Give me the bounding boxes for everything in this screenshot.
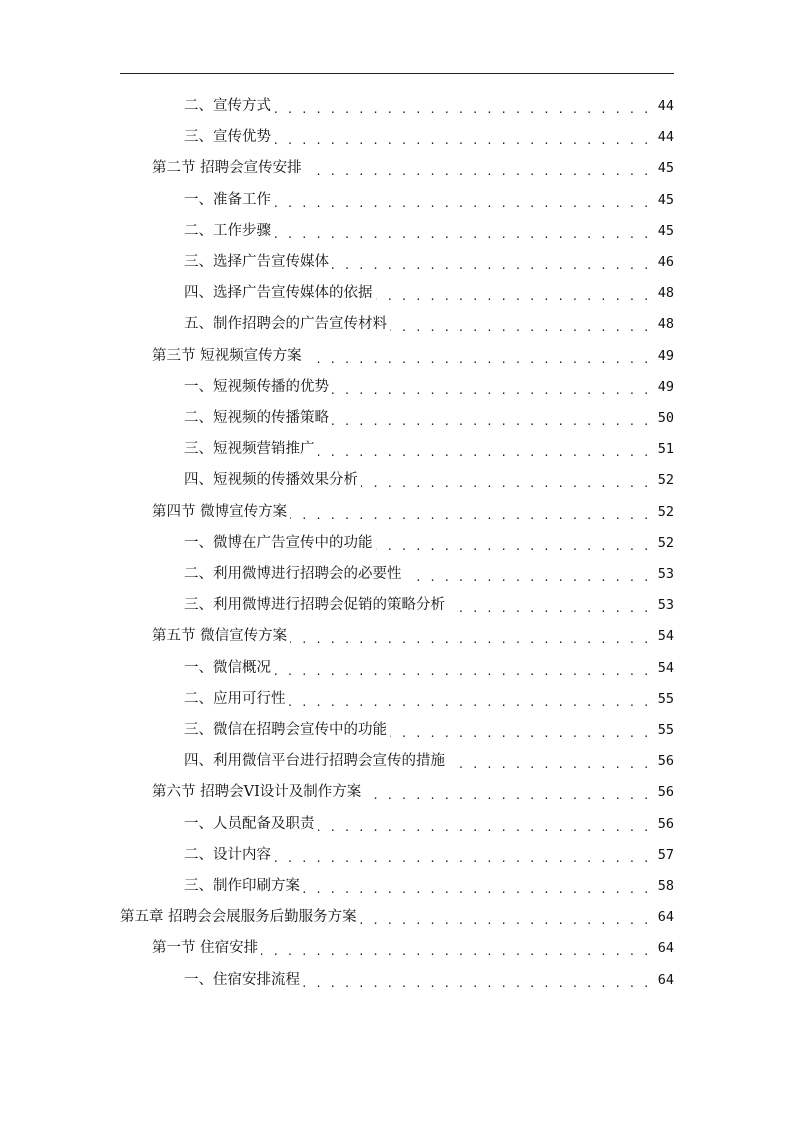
toc-dot-leader (274, 663, 650, 679)
toc-entry-title: 二、短视频的传播策略 (184, 410, 329, 426)
toc-entry[interactable] (184, 313, 674, 335)
toc-dot-leader (274, 195, 650, 211)
toc-entry-title: 第六节 招聘会VI设计及制作方案 (152, 784, 362, 801)
toc-dot-leader (332, 413, 650, 429)
toc-entry[interactable] (184, 376, 674, 398)
toc-dot-leader (364, 787, 650, 803)
toc-entry-page-number: 52 (657, 472, 674, 489)
toc-entry[interactable] (184, 844, 674, 866)
toc-entry-page-number: 54 (657, 659, 674, 676)
toc-dot-leader (376, 288, 651, 304)
toc-entry[interactable] (184, 251, 674, 273)
toc-entry-page-number: 50 (657, 410, 674, 426)
toc-entry[interactable] (184, 719, 674, 741)
toc-entry-title: 三、利用微博进行招聘会促销的策略分析 (184, 597, 445, 614)
toc-dot-leader (290, 631, 650, 647)
toc-entry-title: 四、短视频的传播效果分析 (184, 472, 358, 489)
toc-entry[interactable] (184, 969, 674, 991)
toc-entry[interactable] (184, 532, 674, 554)
toc-entry[interactable] (152, 157, 674, 179)
toc-entry[interactable] (152, 345, 674, 367)
toc-dot-leader (390, 725, 650, 741)
toc-entry[interactable] (152, 781, 674, 803)
toc-entry-title: 二、设计内容 (184, 846, 271, 863)
toc-entry-page-number: 58 (657, 878, 674, 894)
toc-entry-page-number: 64 (657, 971, 674, 988)
toc-entry-page-number: 45 (657, 222, 674, 239)
toc-entry-title: 二、宣传方式 (184, 98, 271, 114)
toc-dot-leader (390, 319, 650, 335)
toc-dot-leader (274, 101, 650, 117)
toc-entry-title: 第五节 微信宣传方案 (152, 628, 288, 645)
toc-entry[interactable] (184, 875, 674, 897)
toc-entry[interactable] (120, 906, 674, 928)
toc-dot-leader (448, 600, 650, 616)
toc-entry[interactable] (184, 282, 674, 304)
toc-dot-leader (376, 538, 651, 554)
toc-entry-title: 三、选择广告宣传媒体 (184, 254, 329, 270)
toc-dot-leader (290, 507, 650, 523)
toc-entry-title: 一、微信概况 (184, 659, 271, 676)
toc-entry[interactable] (184, 813, 674, 835)
toc-entry-title: 第五章 招聘会会展服务后勤服务方案 (120, 909, 357, 926)
toc-dot-leader (332, 257, 650, 273)
toc-entry-title: 第一节 住宿安排 (152, 940, 259, 957)
toc-entry[interactable] (152, 937, 674, 959)
toc-dot-leader (274, 132, 650, 148)
toc-entry[interactable] (184, 594, 674, 616)
toc-entry-page-number: 49 (657, 347, 674, 364)
toc-dot-leader (261, 943, 650, 959)
toc-dot-leader (305, 351, 650, 367)
toc-entry-page-number: 54 (657, 628, 674, 645)
toc-entry-page-number: 64 (657, 940, 674, 957)
toc-dot-leader (303, 881, 650, 897)
toc-entry-title: 第四节 微博宣传方案 (152, 503, 288, 520)
toc-entry-title: 二、应用可行性 (184, 690, 286, 707)
toc-dot-leader (318, 819, 651, 835)
toc-entry-page-number: 46 (657, 254, 674, 270)
toc-entry-page-number: 49 (657, 378, 674, 395)
toc-entry[interactable] (184, 438, 674, 460)
toc-entry[interactable] (184, 220, 674, 242)
toc-dot-leader (360, 912, 650, 928)
toc-entry-page-number: 64 (657, 909, 674, 926)
toc-entry[interactable] (152, 625, 674, 647)
toc-entry-page-number: 55 (657, 690, 674, 707)
toc-entry[interactable] (184, 189, 674, 211)
toc-entry[interactable] (184, 688, 674, 710)
toc-entry-page-number: 44 (657, 98, 674, 114)
toc-dot-leader (318, 444, 651, 460)
toc-entry-title: 一、短视频传播的优势 (184, 378, 329, 395)
toc-entry-title: 一、微博在广告宣传中的功能 (184, 534, 373, 551)
toc-entry-title: 二、利用微博进行招聘会的必要性 (184, 566, 402, 582)
toc-entry-page-number: 45 (657, 191, 674, 208)
toc-entry-title: 一、准备工作 (184, 191, 271, 208)
toc-entry-title: 二、工作步骤 (184, 222, 271, 239)
toc-entry-page-number: 56 (657, 815, 674, 832)
toc-entry[interactable] (184, 657, 674, 679)
toc-entry-page-number: 53 (657, 566, 674, 582)
toc-entry-page-number: 51 (657, 441, 674, 458)
toc-entry[interactable] (184, 750, 674, 772)
toc-dot-leader (448, 756, 650, 772)
toc-entry-title: 四、利用微信平台进行招聘会宣传的措施 (184, 753, 445, 770)
toc-entry-title: 五、制作招聘会的广告宣传材料 (184, 316, 387, 333)
toc-entry[interactable] (184, 126, 674, 148)
toc-entry[interactable] (184, 407, 674, 429)
toc-entry[interactable] (152, 501, 674, 523)
toc-entry-title: 第三节 短视频宣传方案 (152, 347, 302, 364)
toc-entry[interactable] (184, 95, 674, 117)
toc-entry-page-number: 56 (657, 784, 674, 801)
toc-entry-title: 三、制作印刷方案 (184, 878, 300, 894)
toc-entry-title: 一、人员配备及职责 (184, 815, 315, 832)
toc-entry-page-number: 44 (657, 129, 674, 146)
toc-entry-page-number: 57 (657, 846, 674, 863)
toc-entry-title: 三、短视频营销推广 (184, 441, 315, 458)
toc-dot-leader (274, 226, 650, 242)
toc-entry-title: 三、宣传优势 (184, 129, 271, 146)
toc-entry-page-number: 52 (657, 503, 674, 520)
toc-entry-title: 四、选择广告宣传媒体的依据 (184, 285, 373, 302)
toc-entry-title: 第二节 招聘会宣传安排 (152, 160, 302, 177)
toc-entry-page-number: 45 (657, 160, 674, 177)
toc-dot-leader (361, 475, 650, 491)
toc-entry-title: 一、住宿安排流程 (184, 971, 300, 988)
toc-dot-leader (332, 382, 650, 398)
toc-entry-page-number: 48 (657, 316, 674, 333)
toc-dot-leader (405, 569, 651, 585)
toc-entry-page-number: 48 (657, 285, 674, 302)
toc-entry-page-number: 55 (657, 722, 674, 738)
toc-entry-page-number: 53 (657, 597, 674, 614)
toc-entry[interactable] (184, 469, 674, 491)
toc-entry-page-number: 56 (657, 753, 674, 770)
toc-entry-title: 三、微信在招聘会宣传中的功能 (184, 722, 387, 738)
toc-entry-page-number: 52 (657, 534, 674, 551)
toc-dot-leader (274, 850, 650, 866)
toc-entry[interactable] (184, 563, 674, 585)
header-rule (120, 73, 674, 74)
toc-dot-leader (305, 163, 650, 179)
toc-dot-leader (303, 975, 650, 991)
toc-dot-leader (289, 694, 651, 710)
